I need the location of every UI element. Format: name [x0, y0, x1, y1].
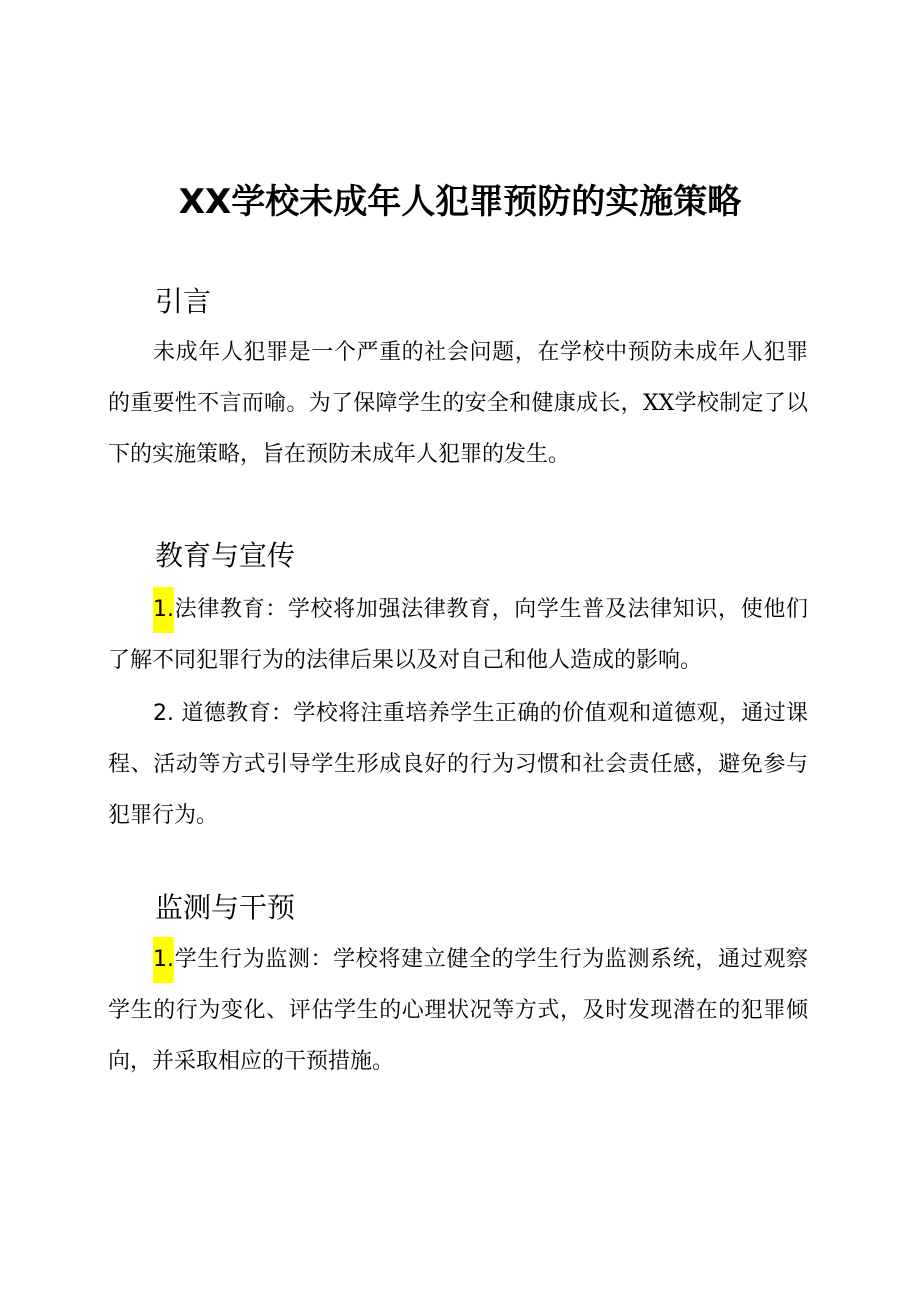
monitoring-item-1: [108, 934, 808, 1087]
paragraph-text: 学生行为监测：学校将建立健全的学生行为监测系统，通过观察学生的行为变化、评估学生的心理状况等方式，及时发现潜在的犯罪倾向，并采取相应的干预措施。: [108, 947, 808, 1074]
education-item-1: [108, 584, 808, 686]
section-heading-monitoring: 监测与干预: [155, 891, 296, 924]
paragraph-text: 未成年人犯罪是一个严重的社会问题，在学校中预防未成年人犯罪的重要性不言而喻。为了保障学生的安全和健康成长，XX学校制定了以下的实施策略，旨在预防未成年人犯罪的发生。: [108, 340, 808, 467]
paragraph-text: 道德教育：学校将注重培养学生正确的价值观和道德观，通过课程、活动等方式引导学生形成良好的行为习惯和社会责任感，避免参与犯罪行为。: [108, 701, 808, 828]
education-item-2: [108, 688, 808, 841]
paragraph-text: 法律教育：学校将加强法律教育，向学生普及法律知识，使他们了解不同犯罪行为的法律后果以及对自己和他人造成的影响。: [108, 597, 808, 673]
section-heading-intro: 引言: [155, 285, 212, 318]
section-heading-education: 教育与宣传: [155, 539, 296, 572]
highlighted-item-number: 1.: [153, 937, 174, 983]
document-title: XX学校未成年人犯罪预防的实施策略: [178, 182, 742, 222]
item-number: 2.: [153, 701, 174, 726]
highlighted-item-number: 1.: [153, 587, 174, 633]
intro-paragraph: [108, 327, 808, 480]
